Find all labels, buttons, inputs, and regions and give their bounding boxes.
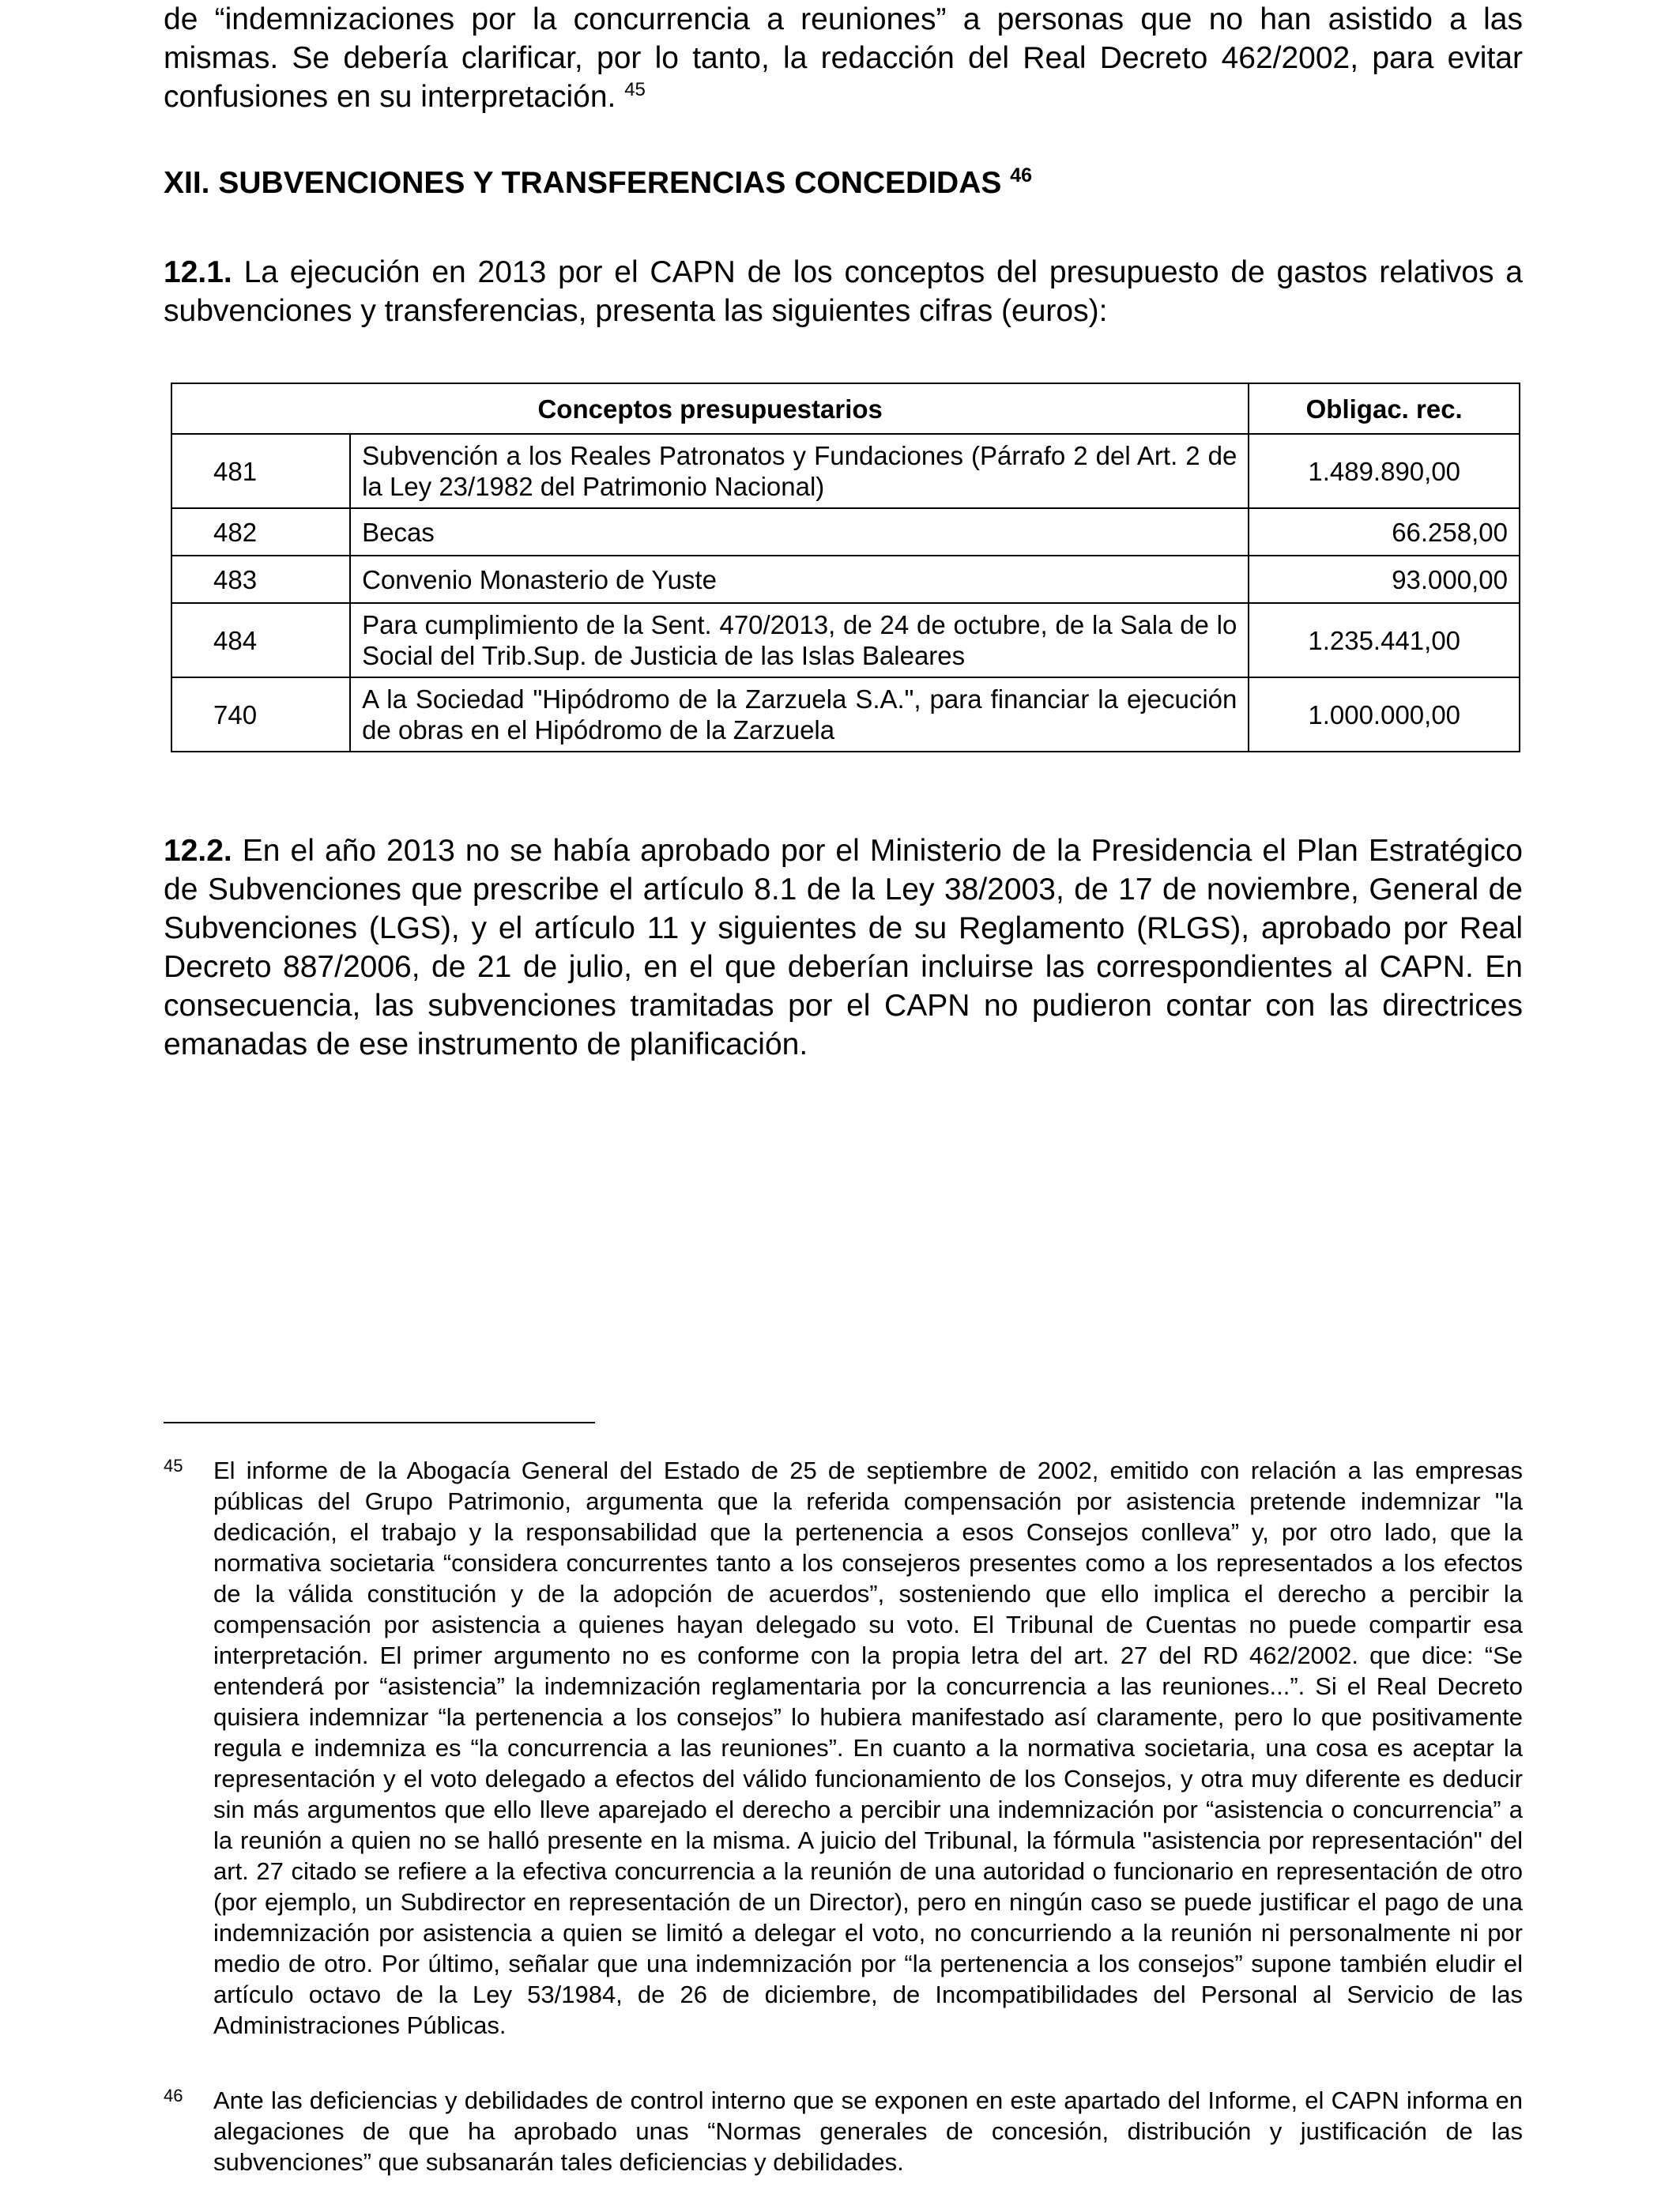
footnote-text: El informe de la Abogacía General del Estado de 25 de septiembre de 2002, emitido con relación a las empresas públicas del Grupo Patrimonio, argumenta que la referida compensación por asistencia pretende indemnizar "la dedicación, el trabajo y la responsabilidad que la pertenencia a esos Consejos conlleva” y, por otro lado, que la normativa societaria “considera concurrentes tanto a los consejeros presentes como a los representados a los efectos de la válida constitución y de la adopción de acuerdos”, sosteniendo que ello implica el derecho a percibir la compensación por asistencia a quienes hayan delegado su voto. El Tribunal de Cuentas no puede compartir esa interpretación. El primer argumento no es conforme con la propia letra del art. 27 del RD 462/2002. que dice: “Se entenderá por “asistencia” la indemnización reglamentaria por la concurrencia a las reuniones...”. Si el Real Decreto quisiera indemnizar “la pertenencia a los consejos” lo hubiera manifestado así claramente, pero lo que positivamente regula e indemniza es “la concurrencia a las reuniones”. En cuanto a la normativa societaria, una cosa es aceptar la representación y el voto delegado a efectos del válido funcionamiento de los Consejos, y otra muy diferente es deducir sin más argumentos que ello lleve aparejado el derecho a percibir una indemnización por “asistencia o concurrencia” a la reunión a quien no se halló presente en la misma. A juicio del Tribunal, la fórmula "asistencia por representación" del art. 27 citado se refiere a la efectiva concurrencia a la reunión de una autoridad o funcionario en representación de otro (por ejemplo, un Subdirector en representación de un Director), pero en ningún caso se puede justificar el pago de una indemnización por asistencia a quien se limitó a delegar el voto, no concurriendo a la reunión ni personalmente ni por medio de otro. Por último, señalar que una indemnización por “la pertenencia a los consejos” supone también eludir el artículo octavo de la Ley 53/1984, de 26 de diciembre, de Incompatibilidades del Personal al Servicio de las Administraciones Públicas. [213,1457,1523,2039]
footnote-mark: 46 [164,2086,183,2105]
row-code: 484 [171,603,350,677]
row-amount: 93.000,00 [1249,556,1520,603]
row-code: 481 [171,434,350,508]
footnote-45 [164,1455,1523,2041]
header-concepts: Conceptos presupuestarios [171,383,1249,434]
table-row [171,556,1520,603]
budget-table [171,383,1520,752]
footnote-ref-45[interactable]: 45 [624,79,646,100]
row-amount: 1.489.890,00 [1249,434,1520,508]
header-amount: Obligac. rec. [1249,383,1520,434]
paragraph-text: La ejecución en 2013 por el CAPN de los conceptos del presupuesto de gastos relativos a subvenciones y transferencias, presenta las siguientes cifras (euros): [164,255,1523,328]
intro-paragraph-text: de “indemnizaciones por la concurrencia a reuniones” a personas que no han asistido a las mismas. Se debería clarificar, por lo tanto, la redacción del Real Decreto 462/2002, para evitar confusiones en su interpretación. [164,2,1523,114]
footnote-ref-46[interactable]: 46 [1010,164,1033,187]
footnote-separator [164,1422,595,1423]
paragraph-number: 12.1. [164,255,232,289]
row-code: 740 [171,677,350,752]
row-description: Subvención a los Reales Patronatos y Fundaciones (Párrafo 2 del Art. 2 de la Ley 23/1982 del Patrimonio Nacional) [350,434,1249,508]
paragraph-12-2 [164,831,1523,1064]
paragraph-text: En el año 2013 no se había aprobado por el Ministerio de la Presidencia el Plan Estratégico de Subvenciones que prescribe el artículo 8.1 de la Ley 38/2003, de 17 de noviembre, General de Subvenciones (LGS), y el artículo 11 y siguientes de su Reglamento (RLGS), aprobado por Real Decreto 887/2006, de 21 de julio, en el que deberían incluirse las correspondientes al CAPN. En consecuencia, las subvenciones tramitadas por el CAPN no pudieron contar con las directrices emanadas de ese instrumento de planificación. [164,834,1523,1061]
paragraph-12-1 [164,253,1523,330]
paragraph-number: 12.2. [164,834,232,868]
footnote-mark: 45 [164,1456,183,1476]
row-description: Becas [350,508,1249,556]
row-description: Para cumplimiento de la Sent. 470/2013, de 24 de octubre, de la Sala de lo Social del Trib.Sup. de Justicia de las Islas Baleares [350,603,1249,677]
table-header-row [171,383,1520,434]
row-code: 483 [171,556,350,603]
row-description: A la Sociedad "Hipódromo de la Zarzuela S.A.", para financiar la ejecución de obras en el Hipódromo de la Zarzuela [350,677,1249,752]
footnote-text: Ante las deficiencias y debilidades de control interno que se exponen en este apartado del Informe, el CAPN informa en alegaciones de que ha aprobado unas “Normas generales de concesión, distribución y justificación de las subvenciones” que subsanarán tales deficiencias y debilidades. [213,2087,1523,2176]
footnote-46 [164,2085,1523,2177]
section-heading [164,164,1523,202]
row-amount: 66.258,00 [1249,508,1520,556]
section-heading-text: XII. SUBVENCIONES Y TRANSFERENCIAS CONCEDIDAS [164,166,1002,200]
table-row [171,508,1520,556]
row-description: Convenio Monasterio de Yuste [350,556,1249,603]
row-code: 482 [171,508,350,556]
row-amount: 1.235.441,00 [1249,603,1520,677]
intro-paragraph [164,0,1523,116]
row-amount: 1.000.000,00 [1249,677,1520,752]
table-row [171,603,1520,677]
table-row [171,677,1520,752]
table-row [171,434,1520,508]
